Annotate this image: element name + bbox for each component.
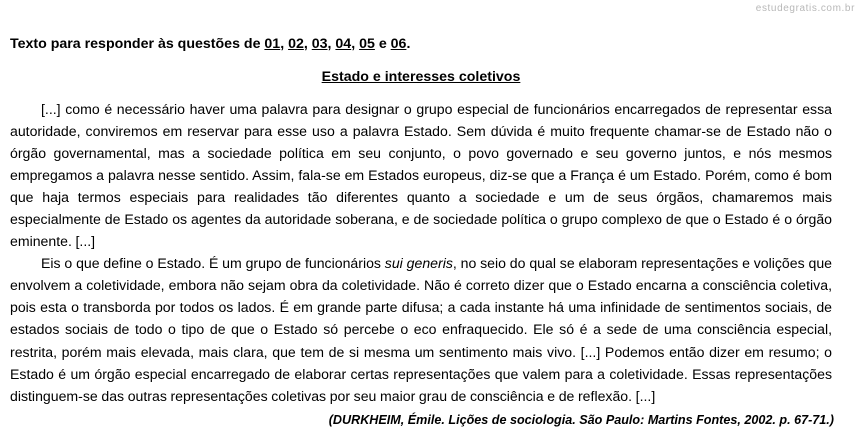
question-number: 03 [311, 36, 328, 52]
paragraph-2-rest: , no seio do qual se elaboram representações e volições que envolvem a coletividade, embora não sejam obra da coletividade. Não é correto dizer que o Estado encarna a consciência coletiva, pois esta o transborda por todos os lados. É em grande parte difusa; a cada instante há uma infinidade de sentimentos sociais, de estados sociais de todo o tipo de que o Estado só percebe o eco enfraquecido. Ele só é a sede de uma consciência especial, restrita, porém mais elevada, mais clara, que tem de si mesma um sentimento mais vivo. [...] Podemos então dizer em resumo; o Estado é um órgão especial encarregado de elaborar certas representações que valem para a coletividade. Essas representações distinguem-se das outras representações coletivas por seu maior grau de consciência e de reflexão. [...] [10, 255, 833, 404]
question-separator: , [327, 36, 336, 52]
question-separator: , [280, 36, 289, 52]
intro-suffix: . [406, 36, 411, 52]
question-conjunction: e [374, 36, 391, 52]
paragraph-2 [10, 252, 832, 406]
text-body [10, 98, 832, 407]
question-number: 01 [264, 36, 281, 52]
source-citation: (DURKHEIM, Émile. Lições de sociologia. São Paulo: Martins Fontes, 2002. p. 67-71.) [328, 413, 834, 427]
italic-term: sui generis [384, 255, 453, 272]
text-title: Estado e interesses coletivos [321, 69, 521, 85]
question-number: 06 [390, 36, 407, 52]
site-watermark: estudegratis.com.br [755, 3, 855, 14]
question-number: 04 [335, 36, 352, 52]
question-separator: , [303, 36, 312, 52]
question-number: 02 [288, 36, 304, 52]
intro-prefix: Texto para responder às questões de [10, 36, 265, 52]
question-number: 05 [359, 36, 375, 52]
questions-intro [10, 36, 410, 52]
question-separator: , [351, 36, 360, 52]
paragraph-1: [...] como é necessário haver uma palavra para designar o grupo especial de funcionários encarregados de representar essa autoridade, conviremos em reservar para esse uso a palavra Estado. Sem dúvida é muito frequente chamar-se de Estado não o órgão governamental, mas a sociedade política em seu conjunto, o povo governado e seu governo juntos, e nós mesmos empregamos a palavra nesse sentido. Assim, fala-se em Estados europeus, diz-se que a França é um Estado. Porém, como é bom que haja termos especiais para realidades tão diferentes quanto a sociedade e um de seus órgãos, chamaremos mais especialmente de Estado os agentes da autoridade soberana, e de sociedade política o grupo complexo de que o Estado é o órgão eminente. [...] [10, 101, 832, 250]
paragraph-2-start: Eis o que define o Estado. É um grupo de funcionários [41, 255, 385, 272]
